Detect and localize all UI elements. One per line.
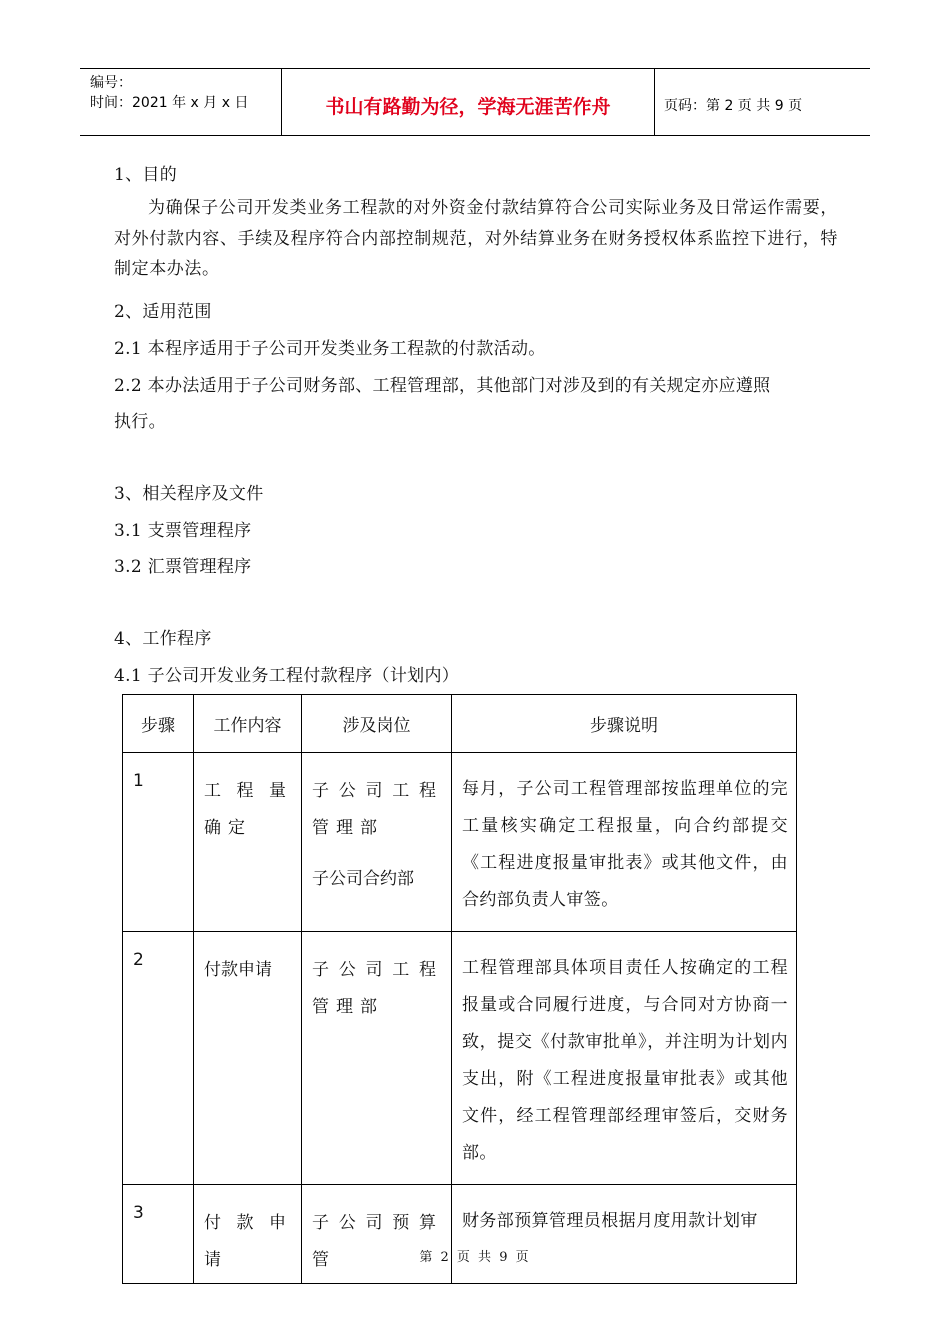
step-description: 财务部预算管理员根据月度用款计划审 xyxy=(462,1211,758,1231)
header-page-label: 页码：第 2 页 共 9 页 xyxy=(664,98,803,114)
section-2-2-line2: 执行。 xyxy=(114,412,166,432)
post-primary: 子公司预算管 xyxy=(312,1213,443,1270)
table-row xyxy=(123,1185,797,1284)
doc-number-label: 编号： xyxy=(90,75,132,91)
header-content: 工作内容 xyxy=(194,695,302,753)
section-4-title: 4、工作程序 xyxy=(114,629,212,649)
section-3-2: 3.2 汇票管理程序 xyxy=(114,557,252,577)
table-header-row xyxy=(123,695,797,753)
header-motto: 书山有路勤为径，学海无涯苦作舟 xyxy=(325,96,611,118)
work-content: 付款申请 xyxy=(204,1213,293,1270)
section-2-1: 2.1 本程序适用于子公司开发类业务工程款的付款活动。 xyxy=(114,339,546,359)
section-3-title: 3、相关程序及文件 xyxy=(114,484,264,504)
step-description: 每月，子公司工程管理部按监理单位的完工量核实确定工程报量，向合约部提交《工程进度报量审批表》或其他文件，由合约部负责人审签。 xyxy=(462,779,788,910)
step-number: 1 xyxy=(133,771,144,791)
header-divider-right xyxy=(654,68,655,135)
work-content: 工程量确定 xyxy=(204,781,293,838)
step-number: 3 xyxy=(133,1203,144,1223)
section-1-body: 为确保子公司开发类业务工程款的对外资金付款结算符合公司实际业务及日常运作需要，对外付款内容、手续及程序符合内部控制规范，对外结算业务在财务授权体系监控下进行，特制定本办法。 xyxy=(114,198,838,279)
table-row xyxy=(123,753,797,932)
section-2-title: 2、适用范围 xyxy=(114,302,212,322)
procedure-table xyxy=(122,694,797,1284)
step-description: 工程管理部具体项目责任人按确定的工程报量或合同履行进度，与合同对方协商一致，提交《付款审批单》，并注明为计划内支出，附《工程进度报量审批表》或其他文件，经工程管理部经理审签后，交财务部。 xyxy=(462,958,788,1163)
page-footer: 第 2 页 共 9 页 xyxy=(419,1250,531,1265)
doc-date-label: 时间：2021 年 x 月 x 日 xyxy=(90,95,249,111)
post-primary: 子公司工程管理部 xyxy=(312,960,443,1017)
table-row xyxy=(123,932,797,1185)
post-secondary: 子公司合约部 xyxy=(312,869,414,889)
section-2-2-line1: 2.2 本办法适用于子公司财务部、工程管理部，其他部门对涉及到的有关规定亦应遵照 xyxy=(114,376,771,396)
section-4-1: 4.1 子公司开发业务工程付款程序（计划内） xyxy=(114,666,460,686)
header-top-rule xyxy=(80,68,870,69)
header-step: 步骤 xyxy=(123,695,194,753)
work-content: 付款申请 xyxy=(204,960,272,980)
step-number: 2 xyxy=(133,950,144,970)
header-bottom-rule xyxy=(80,135,870,136)
post-primary: 子公司工程管理部 xyxy=(312,781,443,838)
header-post: 涉及岗位 xyxy=(302,695,452,753)
header-desc: 步骤说明 xyxy=(452,695,797,753)
section-3-1: 3.1 支票管理程序 xyxy=(114,521,252,541)
section-1-title: 1、目的 xyxy=(114,165,178,185)
